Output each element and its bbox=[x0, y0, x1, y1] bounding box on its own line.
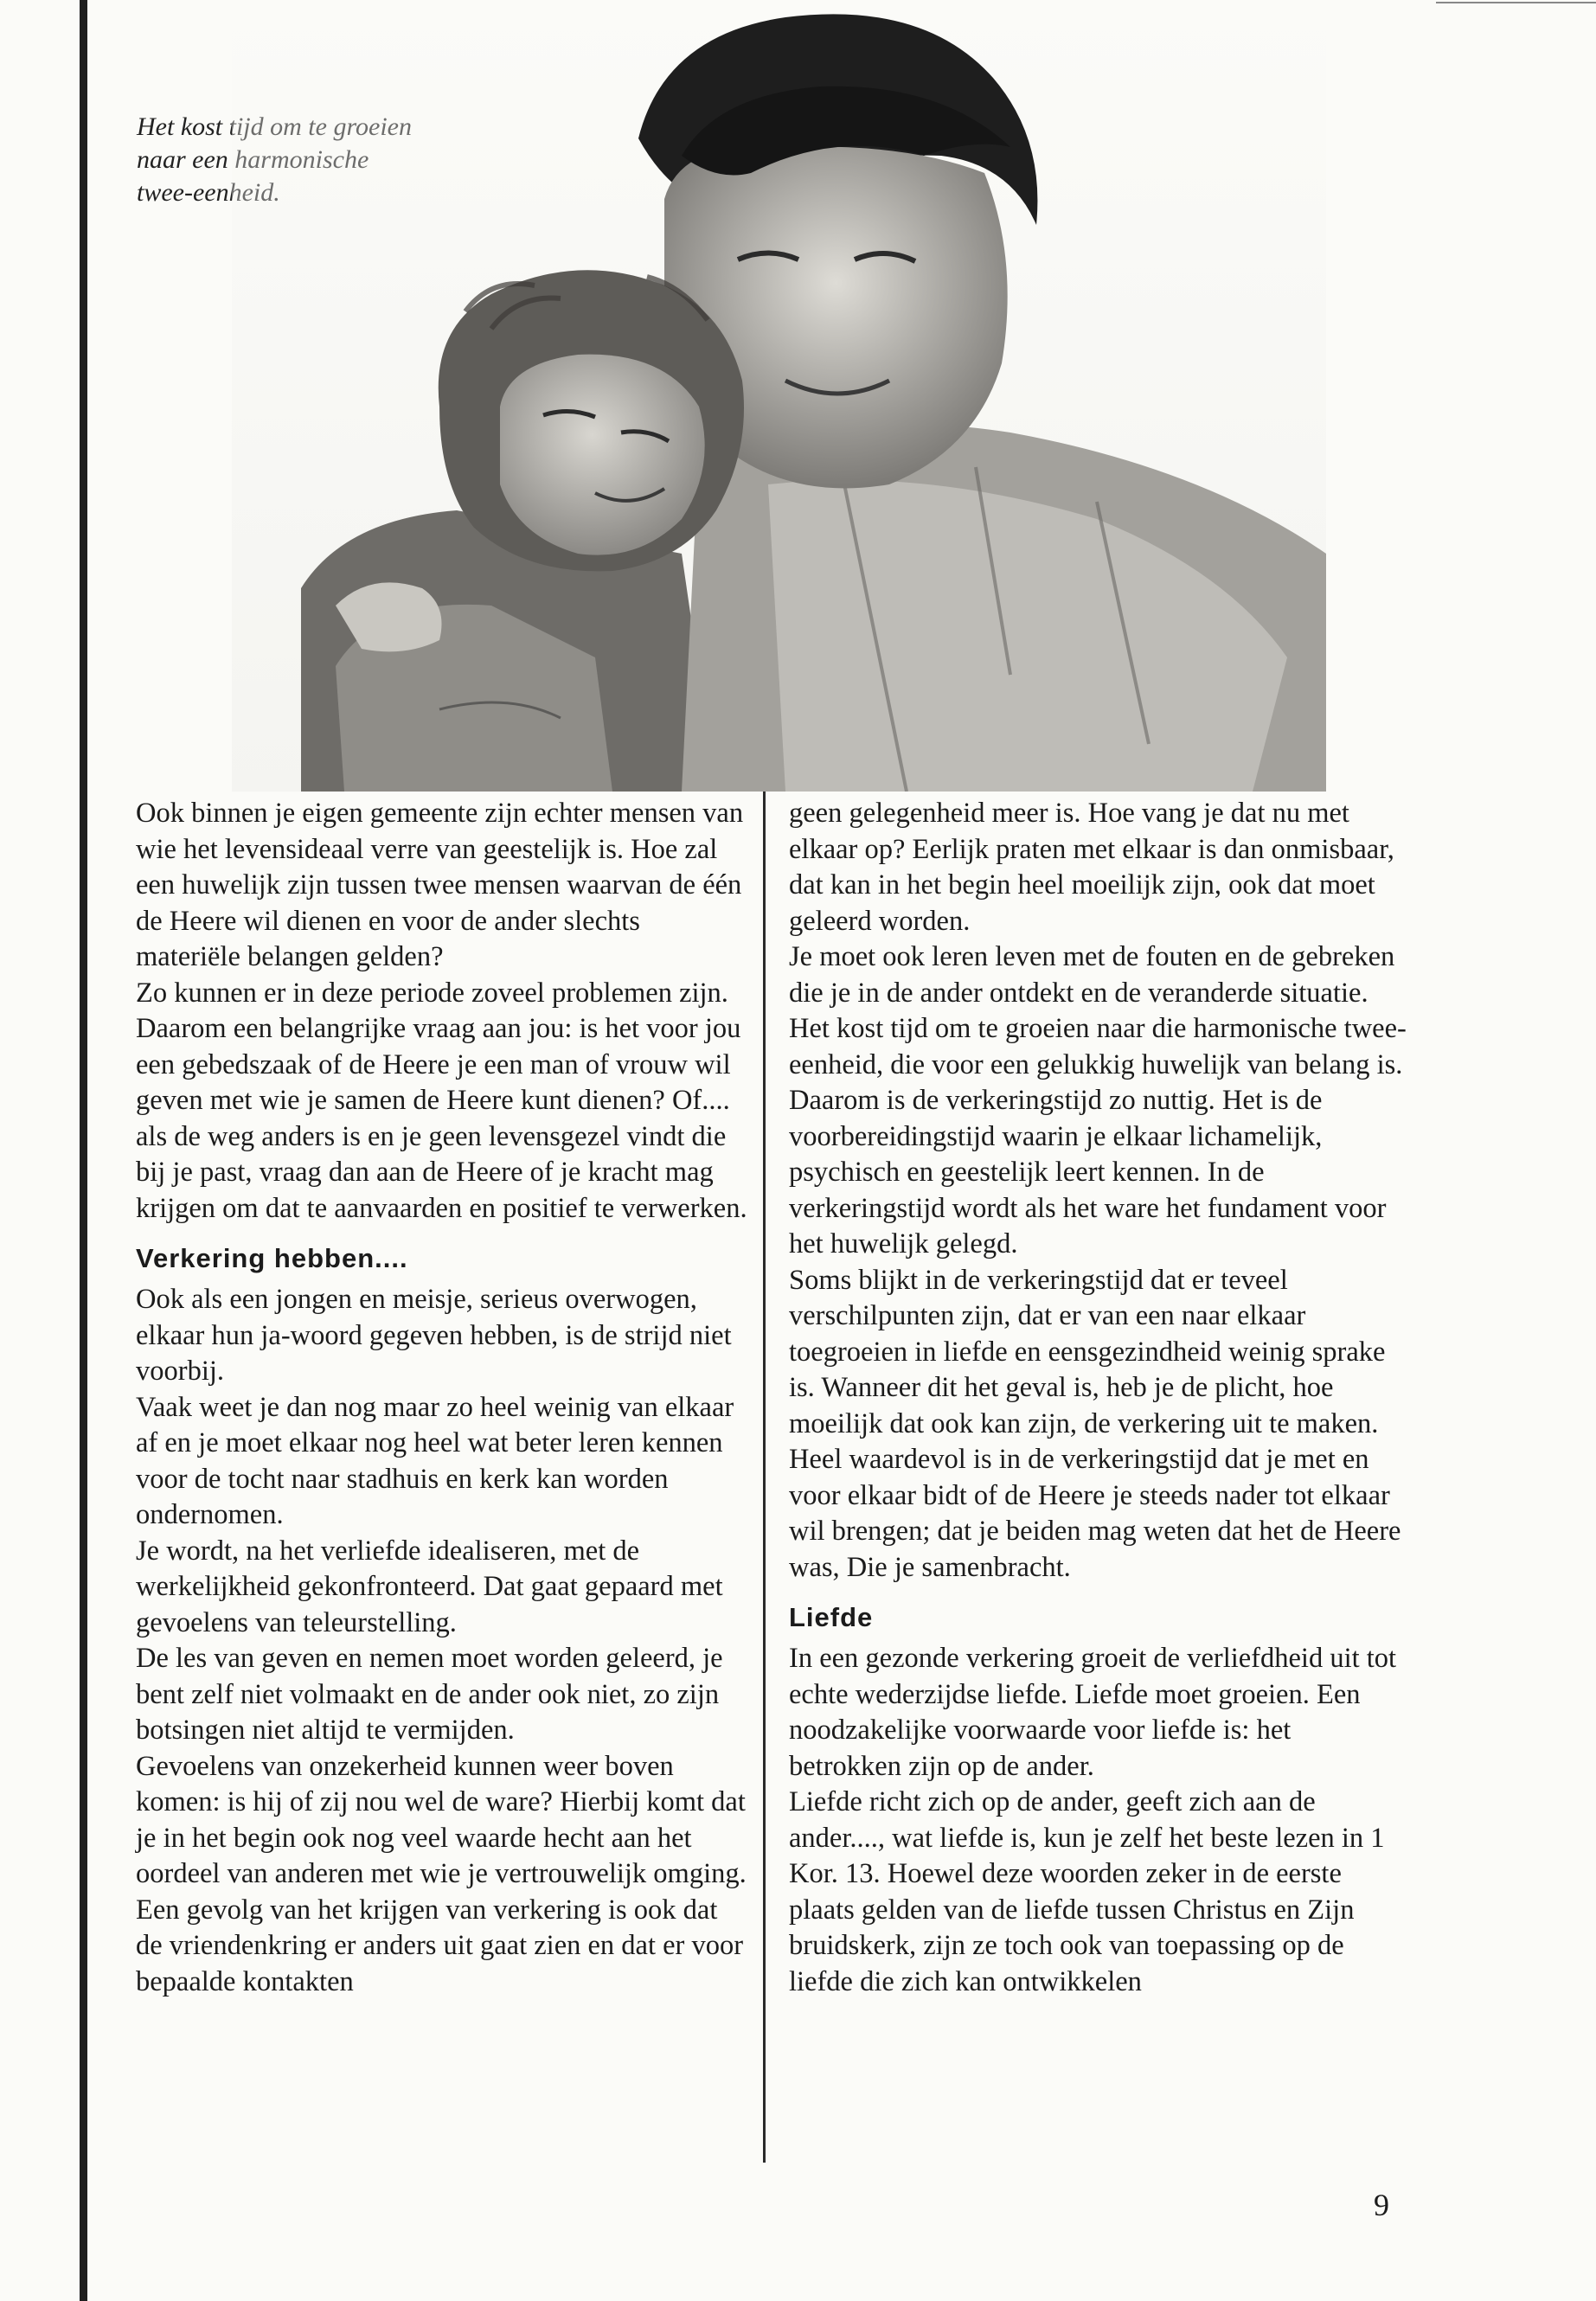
paragraph: Zo kunnen er in deze periode zoveel problemen zijn. Daarom een belangrijke vraag aan jou: is het voor jou een gebedszaak of de Heere je een man of vrouw wil geven met wie je samen de Heere kunt dienen? Of.... als de weg anders is en je geen levensgezel vindt die bij je past, vraag dan aan de Heere of je kracht mag krijgen om dat te aanvaarden en positief te verwerken. bbox=[136, 977, 747, 1224]
paragraph: Gevoelens van onzekerheid kunnen weer boven komen: is hij of zij nou wel de ware? Hierbij komt dat je in het begin ook nog veel waarde hecht aan het oordeel van anderen met wie je vertrouwelijk omging. bbox=[136, 1750, 747, 1889]
section-heading: Liefde bbox=[789, 1602, 874, 1632]
paragraph: geen gelegenheid meer is. Hoe vang je dat nu met elkaar op? Eerlijk praten met elkaar is dan onmisbaar, dat kan in het begin heel moeilijk zijn, ook dat moet geleerd worden. bbox=[789, 798, 1394, 937]
paragraph: Ook als een jongen en meisje, serieus overwogen, elkaar hun ja-woord gegeven hebben, is de strijd niet voorbij. bbox=[136, 1284, 732, 1387]
paragraph: Je moet ook leren leven met de fouten en de gebreken die je in de ander ontdekt en de veranderde situatie. bbox=[789, 941, 1395, 1009]
column-divider bbox=[763, 792, 766, 2163]
caption-line: naar een harmonische bbox=[137, 145, 369, 174]
paragraph: Ook binnen je eigen gemeente zijn echter mensen van wie het levensideaal verre van geestelijk is. Hoe zal een huwelijk zijn tussen twee mensen waarvan de één de Heere wil dienen en voor de ander slechts materiële belangen gelden? bbox=[136, 798, 744, 972]
couple-embracing-photo bbox=[232, 0, 1326, 792]
paragraph: Liefde richt zich op de ander, geeft zich aan de ander...., wat liefde is, kun je zelf het beste lezen in 1 Kor. 13. Hoewel deze woorden zeker in de eerste plaats gelden van de liefde tussen Christus en Zijn bruidskerk, zijn ze toch ook van toepassing op de liefde die zich kan ontwikkelen bbox=[789, 1786, 1385, 1997]
paragraph: Heel waardevol is in de verkeringstijd dat je met en voor elkaar bidt of de Heere je steeds nader tot elkaar wil brengen; dat je beiden mag weten dat het de Heere was, Die je samenbracht. bbox=[789, 1444, 1401, 1583]
paragraph: Je wordt, na het verliefde idealiseren, met de werkelijkheid gekonfronteerd. Dat gaat gepaard met gevoelens van teleurstelling. bbox=[136, 1535, 723, 1638]
left-text-column bbox=[136, 796, 750, 2000]
caption-line: twee-eenheid. bbox=[137, 178, 280, 207]
paragraph: Een gevolg van het krijgen van verkering is ook dat de vriendenkring er anders uit gaat zien en dat er voor bepaalde kontakten bbox=[136, 1894, 744, 1997]
paragraph: Soms blijkt in de verkeringstijd dat er teveel verschilpunten zijn, dat er van een naar elkaar toegroeien in liefde en eensgezindheid weinig sprake is. Wanneer dit het geval is, heb je de plicht, hoe moeilijk dat ook kan zijn, de verkering uit te maken. bbox=[789, 1264, 1386, 1439]
paragraph: In een gezonde verkering groeit de verliefdheid uit tot echte wederzijdse liefde. Liefde moet groeien. Een noodzakelijke voorwaarde voor liefde is: het betrokken zijn op de ander. bbox=[789, 1643, 1397, 1782]
page-number: 9 bbox=[1374, 2188, 1389, 2222]
caption-line: Het kost tijd om te groeien bbox=[137, 112, 412, 141]
right-text-column bbox=[789, 796, 1407, 2000]
top-margin-rule bbox=[1436, 2, 1596, 3]
paragraph: De les van geven en nemen moet worden geleerd, je bent zelf niet volmaakt en de ander ook niet, zo zijn botsingen niet altijd te vermijden. bbox=[136, 1643, 723, 1746]
paragraph: Het kost tijd om te groeien naar die harmonische twee-eenheid, die voor een gelukkig huwelijk van belang is. Daarom is de verkeringstijd zo nuttig. Het is de voorbereidingstijd waarin je elkaar lichamelijk, psychisch en geestelijk leert kennen. In de verkeringstijd wordt als het ware het fundament voor het huwelijk gelegd. bbox=[789, 1013, 1407, 1259]
left-margin-rule bbox=[80, 0, 87, 2301]
section-heading: Verkering hebben.... bbox=[136, 1243, 408, 1273]
paragraph: Vaak weet je dan nog maar zo heel weinig van elkaar af en je moet elkaar nog heel wat beter leren kennen voor de tocht naar stadhuis en kerk kan worden ondernomen. bbox=[136, 1391, 734, 1530]
